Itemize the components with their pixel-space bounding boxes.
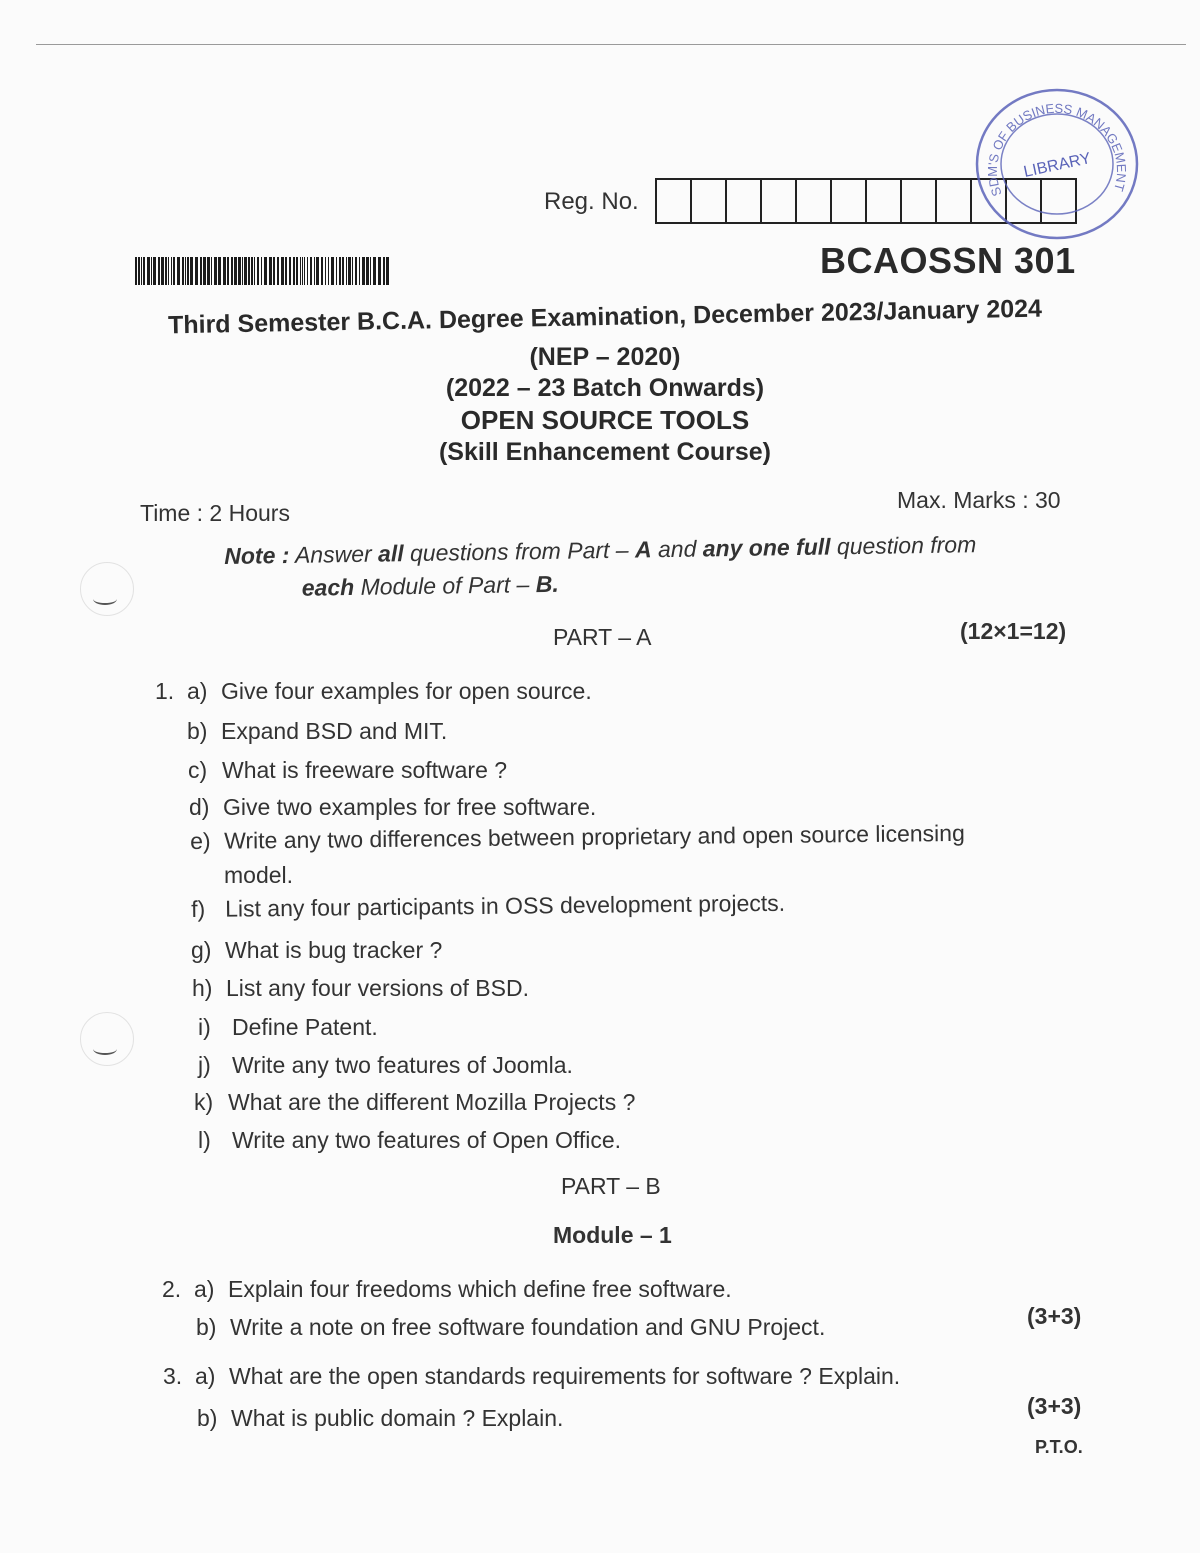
stamp-ring-text: SDM'S OF BUSINESS MANAGEMENT — [984, 100, 1130, 199]
question-1k: k) What are the different Mozilla Projects ? — [194, 1089, 636, 1115]
barcode-bar — [355, 257, 357, 285]
punch-hole — [80, 562, 134, 616]
question-1e-continued: model. — [224, 862, 294, 888]
part-a-heading: PART – A — [553, 624, 652, 650]
barcode-bar — [342, 257, 344, 285]
instructions-note: Note : Answer all questions from Part – A and any one full question from each Module of Part – B. — [224, 531, 977, 601]
barcode-bar — [190, 257, 193, 285]
barcode-bar — [257, 257, 259, 285]
barcode-bar — [248, 257, 250, 285]
barcode-bar — [269, 257, 272, 285]
barcode-bar — [200, 257, 202, 285]
barcode-bar — [352, 257, 353, 285]
barcode-bar — [161, 257, 164, 285]
barcode-bar — [165, 257, 167, 285]
max-marks: Max. Marks : 30 — [897, 487, 1061, 513]
barcode-bar — [173, 257, 175, 285]
question-1c: c) What is freeware software ? — [188, 757, 508, 783]
barcode-bar — [182, 257, 184, 285]
barcode-bar — [211, 257, 212, 285]
question-1j: j) Write any two features of Joomla. — [198, 1052, 573, 1078]
question-1l: l) Write any two features of Open Office. — [198, 1127, 622, 1153]
paper-code: BCAOSSN 301 — [820, 240, 1076, 281]
barcode-bar — [362, 257, 365, 285]
barcode-bar — [285, 257, 287, 285]
question-3-marks: (3+3) — [1027, 1393, 1082, 1419]
course-type: (Skill Enhancement Course) — [438, 438, 772, 466]
barcode-bar — [158, 257, 160, 285]
question-3b: b) What is public domain ? Explain. — [197, 1405, 564, 1431]
barcode-bar — [203, 257, 206, 285]
barcode-bar — [141, 257, 142, 285]
barcode-bar — [336, 257, 337, 285]
svg-text:SDM'S OF BUSINESS MANAGEMENT — [985, 101, 1129, 199]
part-a-marks: (12×1=12) — [960, 618, 1067, 644]
barcode-bar — [151, 257, 152, 285]
reg-no-box — [902, 180, 937, 222]
barcode-bar — [195, 257, 198, 285]
question-1f: f) List any four participants in OSS development projects. — [191, 889, 786, 922]
barcode-bar — [321, 257, 323, 285]
reg-no-box — [692, 180, 727, 222]
reg-no-box — [797, 180, 832, 222]
barcode-bar — [304, 257, 305, 285]
reg-no-box — [762, 180, 797, 222]
barcode-bar — [138, 257, 140, 285]
barcode-bar — [153, 257, 156, 285]
library-stamp — [972, 84, 1142, 244]
exam-batch: (2022 – 23 Batch Onwards) — [445, 374, 765, 402]
question-1b: b) Expand BSD and MIT. — [187, 718, 448, 744]
question-2b: b) Write a note on free software foundation and GNU Project. — [196, 1314, 826, 1340]
barcode-bar — [187, 257, 189, 285]
barcode-bar — [348, 257, 351, 285]
reg-no-label: Reg. No. — [544, 188, 639, 215]
barcode-bar — [310, 257, 312, 285]
exam-scheme: (NEP – 2020) — [529, 343, 681, 371]
question-1a: 1. a) Give four examples for open source. — [155, 678, 592, 704]
question-1g: g) What is bug tracker ? — [191, 937, 443, 963]
barcode-bar — [147, 257, 150, 285]
barcode-bar — [328, 257, 329, 285]
question-3a: 3. a) What are the open standards requirements for software ? Explain. — [163, 1363, 901, 1389]
reg-no-box — [832, 180, 867, 222]
barcode-bar — [223, 257, 226, 285]
question-2-marks: (3+3) — [1027, 1303, 1082, 1329]
barcode-bar — [383, 257, 385, 285]
barcode-bar — [214, 257, 217, 285]
barcode-bar — [218, 257, 221, 285]
barcode-bar — [177, 257, 180, 285]
barcode-bar — [339, 257, 341, 285]
barcode-bar — [373, 257, 376, 285]
barcode-bar — [325, 257, 326, 285]
barcode-bar — [346, 257, 347, 285]
barcode-bar — [231, 257, 233, 285]
barcode-bar — [296, 257, 298, 285]
reg-no-box — [937, 180, 972, 222]
barcode-bar — [254, 257, 255, 285]
barcode-bar — [238, 257, 241, 285]
barcode-bar — [171, 257, 172, 285]
barcode — [135, 257, 391, 285]
barcode-bar — [378, 257, 381, 285]
barcode-bar — [289, 257, 291, 285]
stamp-center-text: LIBRARY — [1022, 150, 1093, 181]
barcode-bar — [168, 257, 169, 285]
barcode-bar — [227, 257, 229, 285]
question-2a: 2. a) Explain four freedoms which define free software. — [162, 1276, 732, 1302]
barcode-bar — [234, 257, 237, 285]
reg-no-box — [657, 180, 692, 222]
barcode-bar — [300, 257, 301, 285]
scan-top-border — [36, 44, 1186, 45]
question-1i: i) Define Patent. — [198, 1014, 378, 1040]
barcode-bar — [359, 257, 360, 285]
barcode-bar — [207, 257, 210, 285]
barcode-bar — [143, 257, 145, 285]
barcode-bar — [261, 257, 262, 285]
barcode-bar — [242, 257, 243, 285]
question-1h: h) List any four versions of BSD. — [192, 975, 529, 1001]
reg-no-box — [867, 180, 902, 222]
barcode-bar — [135, 257, 137, 285]
barcode-bar — [293, 257, 295, 285]
exam-title: Third Semester B.C.A. Degree Examination, December 2023/January 2024 — [167, 294, 1043, 340]
barcode-bar — [307, 257, 308, 285]
exam-time: Time : 2 Hours — [140, 500, 290, 526]
barcode-bar — [314, 257, 315, 285]
barcode-bar — [370, 257, 371, 285]
part-b-heading: PART – B — [561, 1173, 661, 1199]
barcode-bar — [251, 257, 253, 285]
barcode-bar — [316, 257, 319, 285]
barcode-bar — [386, 257, 389, 285]
barcode-bar — [244, 257, 247, 285]
barcode-bar — [277, 257, 279, 285]
barcode-bar — [264, 257, 267, 285]
punch-hole — [80, 1012, 134, 1066]
barcode-bar — [302, 257, 303, 285]
barcode-bar — [185, 257, 186, 285]
barcode-bar — [366, 257, 369, 285]
module-1-heading: Module – 1 — [553, 1222, 672, 1248]
subject-title: OPEN SOURCE TOOLS — [460, 405, 750, 435]
barcode-bar — [281, 257, 284, 285]
please-turn-over: P.T.O. — [1035, 1437, 1083, 1457]
reg-no-box — [727, 180, 762, 222]
question-1d: d) Give two examples for free software. — [189, 794, 597, 820]
question-1e: e) Write any two differences between proprietary and open source licensing — [190, 819, 965, 854]
barcode-bar — [331, 257, 334, 285]
barcode-bar — [273, 257, 275, 285]
